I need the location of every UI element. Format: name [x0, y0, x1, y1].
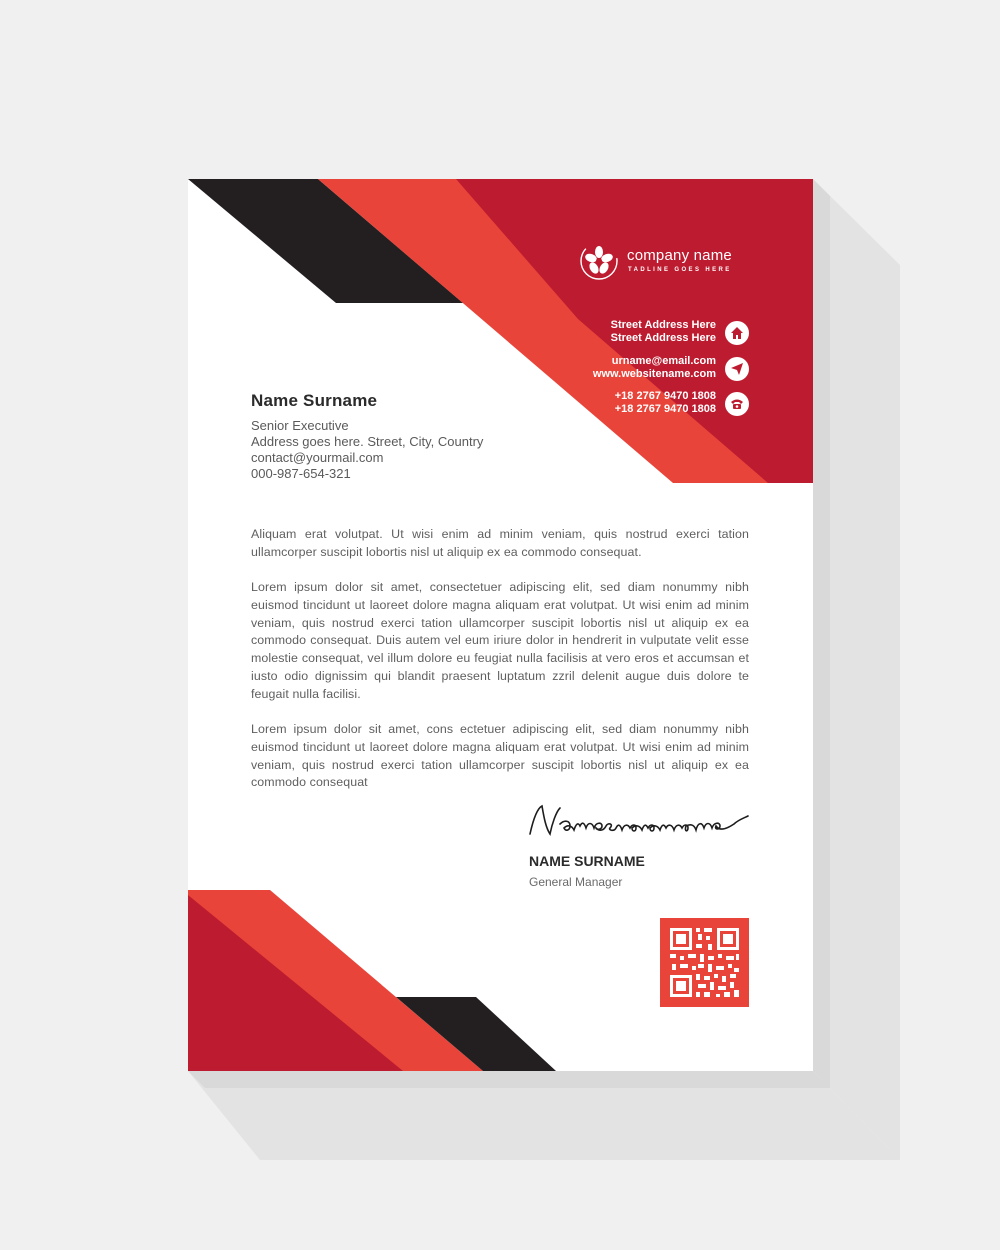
letterhead-sheet [188, 179, 813, 1071]
qr-code-icon [660, 918, 749, 1007]
company-name: company name [627, 247, 732, 264]
website-text: www.websitename.com [592, 368, 716, 380]
home-icon [725, 321, 749, 345]
qr-code [660, 918, 749, 1007]
flower-logo-icon [579, 241, 619, 281]
address-line-1: Street Address Here [610, 319, 716, 331]
address-block [611, 319, 716, 345]
sender-title: Senior Executive [251, 418, 349, 433]
sender-name: Name Surname [251, 391, 378, 410]
body-paragraph-3: Lorem ipsum dolor sit amet, cons ectetuer adipiscing elit, sed diam nonummy nibh euismod tincidunt ut laoreet dolore magna aliquam erat volutpat. Ut wisi enim ad minim veniam, quis nostrud exerci tation ullamcorper suscipit lobortis nisl ut aliquip ex ea commodo consequat [251, 722, 749, 790]
email-text: urname@email.com [611, 355, 716, 367]
company-tagline: TADLINE GOES HERE [628, 267, 732, 273]
sender-email: contact@yourmail.com [251, 450, 384, 465]
phone-2: +18 2767 9470 1808 [614, 403, 716, 415]
phone-block [615, 390, 716, 416]
handwritten-signature [524, 794, 754, 854]
body-paragraph-2: Lorem ipsum dolor sit amet, consectetuer adipiscing elit, sed diam nonummy nibh euismod tincidunt ut laoreet dolore magna aliquam erat volutpat. Ut wisi enim ad minim veniam, quis nostrud exerci tation ullamcorper suscipit lobortis nisl ut aliquip ex ea commodo consequat. Duis autem vel eum iriure dolor in hendrerit in vulputate velit esse molestie consequat, vel illum dolore eu feugiat nulla facilisis at vero eros et accumsan et iusto odio dignissim qui blandit praesent luptatum zzril delenit augue duis dolore te feugait nulla facilisi. [251, 580, 749, 701]
sender-phone: 000-987-654-321 [251, 466, 351, 481]
address-line-2: Street Address Here [610, 332, 716, 344]
web-block [593, 355, 716, 381]
sender-address: Address goes here. Street, City, Country [251, 434, 484, 449]
phone-1: +18 2767 9470 1808 [614, 390, 716, 402]
send-icon [725, 357, 749, 381]
company-logo [579, 241, 759, 285]
body-paragraph-1: Aliquam erat volutpat. Ut wisi enim ad minim veniam, quis nostrud exerci tation ullamcorper suscipit lobortis nisl ut aliquip ex ea commodo consequat. [251, 527, 749, 559]
signatory-name: NAME SURNAME [529, 853, 645, 869]
phone-icon [725, 392, 749, 416]
signatory-title: General Manager [529, 875, 623, 889]
